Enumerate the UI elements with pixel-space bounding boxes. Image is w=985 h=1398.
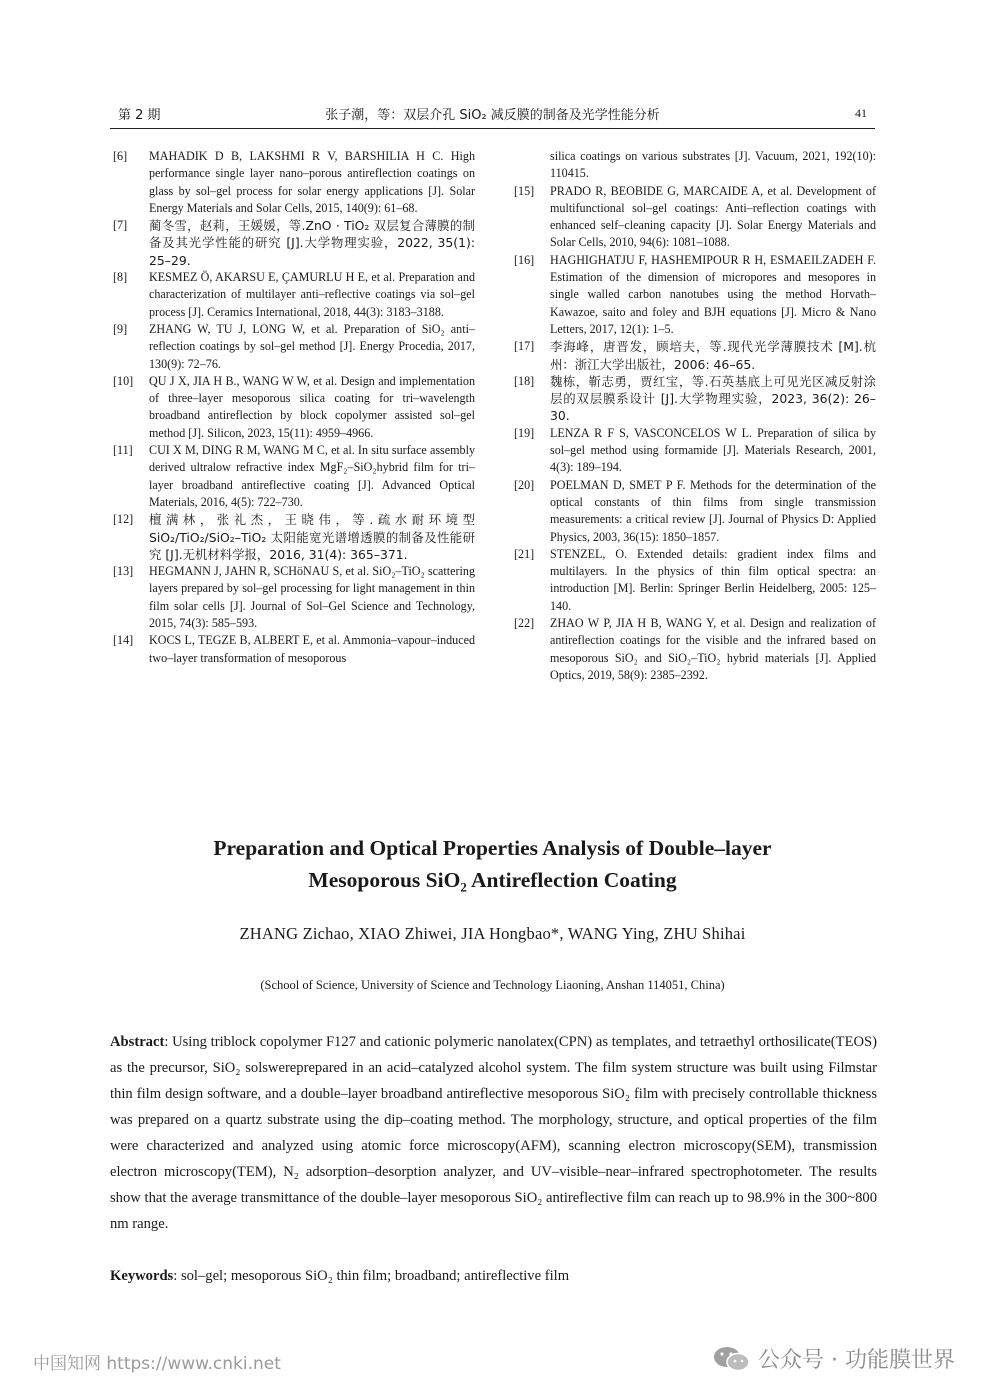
reference-number: [12] bbox=[113, 512, 134, 527]
references-right-column bbox=[514, 148, 876, 684]
reference-text: STENZEL, O. Extended details: gradient index films and multilayers. In the physics of thin film optical spectra: an introduction [M]. Berlin: Springer Berlin Heidelberg, 2005: 125–140. bbox=[550, 546, 876, 613]
paper-title bbox=[0, 832, 985, 896]
page-number: 41 bbox=[855, 106, 867, 120]
reference-number: [14] bbox=[113, 633, 134, 648]
running-title: 张子潮，等：双层介孔 SiO₂ 减反膜的制备及光学性能分析 bbox=[325, 108, 660, 123]
reference-number: [8] bbox=[113, 270, 128, 285]
reference-text: silica coatings on various substrates [J]. Vacuum, 2021, 192(10): 110415. bbox=[550, 149, 876, 181]
reference-number: [9] bbox=[113, 321, 128, 336]
reference-entry bbox=[113, 148, 475, 217]
reference-number: [17] bbox=[514, 339, 535, 354]
wechat-icon bbox=[712, 1345, 752, 1373]
reference-entry bbox=[514, 338, 876, 373]
reference-entry bbox=[113, 373, 475, 442]
reference-text: HAGHIGHATJU F, HASHEMIPOUR R H, ESMAEILZADEH F. Estimation of the dimension of micropores and mesopores in single walled carbon nanotubes using the method Horvath–Kawazoe, saito and foley and BJH equations [J]. Micro & Nano Letters, 2017, 12(1): 1–5. bbox=[550, 252, 876, 336]
reference-number: [21] bbox=[514, 546, 535, 561]
reference-number: [15] bbox=[514, 183, 535, 198]
reference-number: [7] bbox=[113, 218, 128, 233]
reference-entry bbox=[113, 511, 475, 563]
reference-text: KOCS L, TEGZE B, ALBERT E, et al. Ammonia–vapour–induced two–layer transformation of mesoporous bbox=[149, 633, 475, 665]
keywords-text: : sol–gel; mesoporous SiO₂ thin film; broadband; antireflective film bbox=[173, 1268, 570, 1284]
title-line-1: Preparation and Optical Properties Analysis of Double–layer bbox=[213, 836, 772, 860]
title-line-2: Mesoporous SiO₂ Antireflection Coating bbox=[308, 868, 677, 892]
keywords-label: Keywords bbox=[110, 1268, 174, 1284]
reference-text: POELMAN D, SMET P F. Methods for the determination of the optical constants of thin films from single transmission measurements: a critical review [J]. Journal of Physics D: Applied Physics, 2003, 36(15): 1850–1857. bbox=[550, 477, 876, 544]
reference-text: 魏栋，靳志勇，贾红宝，等.石英基底上可见光区减反射涂层的双层膜系设计 [J].大学物理实验，2023, 36(2): 26–30. bbox=[550, 373, 876, 424]
reference-text: 檀满林，张礼杰，王晓伟，等.疏水耐环境型 SiO₂/TiO₂/SiO₂–TiO₂ 太阳能宽光谱增透膜的制备及性能研究 [J].无机材料学报，2016, 31(4): 365–371. bbox=[149, 512, 475, 562]
reference-text: QU J X, JIA H B., WANG W W, et al. Design and implementation of three–layer mesoporous silica coating for tri–wavelength broadband antireflection by block copolymer assisted sol–gel method [J]. Silicon, 2023, 15(11): 4959–4966. bbox=[149, 373, 475, 440]
reference-entry bbox=[113, 563, 475, 632]
reference-entry bbox=[514, 148, 876, 183]
reference-text: 李海峰，唐晋发，顾培夫，等.现代光学薄膜技术 [M].杭州：浙江大学出版社，2006: 46–65. bbox=[550, 339, 876, 372]
reference-entry bbox=[514, 252, 876, 338]
issue-number: 第 2 期 bbox=[118, 108, 161, 123]
reference-entry bbox=[514, 183, 876, 252]
reference-text: CUI X M, DING R M, WANG M C, et al. In situ surface assembly derived ultralow refractive index MgF₂–SiO₂hybrid film for tri–layer broadband antireflective coating [J]. Advanced Optical Materials, 2016, 4(5): 722–730. bbox=[149, 443, 475, 509]
reference-number: [19] bbox=[514, 425, 535, 440]
reference-entry bbox=[113, 442, 475, 511]
affiliation: (School of Science, University of Science and Technology Liaoning, Anshan 114051, China) bbox=[260, 978, 725, 992]
reference-text: HEGMANN J, JAHN R, SCHöNAU S, et al. SiO₂–TiO₂ scattering layers prepared by sol–gel processing for light management in thin film solar cells [J]. Journal of Sol–Gel Science and Technology, 2015, 74(3): 585–593. bbox=[149, 564, 475, 631]
reference-number: [20] bbox=[514, 477, 535, 492]
reference-number: [6] bbox=[113, 149, 128, 163]
reference-text: 蔺冬雪，赵莉，王媛媛，等.ZnO · TiO₂ 双层复合薄膜的制备及其光学性能的研究 [J].大学物理实验，2022, 35(1): 25–29. bbox=[149, 218, 475, 268]
reference-text: ZHAO W P, JIA H B, WANG Y, et al. Design and realization of antireflection coatings for the visible and the infrared based on mesoporous SiO₂ and SiO₂–TiO₂ hybrid materials [J]. Applied Optics, 2019, 58(9): 2385–2392. bbox=[550, 616, 876, 682]
reference-entry bbox=[514, 615, 876, 684]
reference-entry bbox=[113, 217, 475, 269]
running-header bbox=[110, 102, 875, 129]
reference-entry bbox=[113, 269, 475, 321]
reference-entry bbox=[514, 425, 876, 477]
reference-number: [11] bbox=[113, 443, 133, 458]
reference-text: KESMEZ Ö, AKARSU E, ÇAMURLU H E, et al. Preparation and characterization of multilayer anti–reflective coatings via sol–gel process [J]. Ceramics International, 2018, 44(3): 3183–3188. bbox=[149, 270, 475, 319]
author-list: ZHANG Zichao, XIAO Zhiwei, JIA Hongbao*, WANG Ying, ZHU Shihai bbox=[239, 924, 746, 943]
reference-number bbox=[514, 148, 550, 183]
keywords bbox=[110, 1264, 877, 1288]
reference-entry bbox=[113, 632, 475, 667]
reference-entry bbox=[514, 373, 876, 425]
abstract-label: Abstract bbox=[110, 1034, 165, 1050]
reference-number: [13] bbox=[113, 564, 134, 579]
reference-number: [22] bbox=[514, 616, 535, 631]
reference-entry bbox=[514, 546, 876, 615]
reference-number: [18] bbox=[514, 373, 535, 388]
reference-entry bbox=[113, 321, 475, 373]
abstract-text: : Using triblock copolymer F127 and cationic polymeric nanolatex(CPN) as templates, and tetraethyl orthosilicate(TEOS) as the precursor, SiO₂ solswereprepared in an acid–catalyzed alcohol system. The film system structure was built using Filmstar thin film design software, and a double–layer broadband antireflective mesoporous SiO₂ film with precisely controllable thickness was prepared on a quartz substrate using the dip–coating method. The morphology, structure, and optical properties of the film were characterized and analyzed using atomic force microscopy(AFM), scanning electron microscopy(SEM), transmission electron microscopy(TEM), N₂ adsorption–desorption analyzer, and UV–visible–near–infrared spectrophotometer. The results show that the average transmittance of the double–layer mesoporous SiO₂ antireflective film can reach up to 98.9% in the 300~800 nm range. bbox=[110, 1034, 877, 1232]
wechat-account-name: 公众号 · 功能膜世界 bbox=[758, 1348, 955, 1373]
reference-entry bbox=[514, 477, 876, 546]
reference-number: [10] bbox=[113, 373, 134, 388]
reference-text: PRADO R, BEOBIDE G, MARCAIDE A, et al. Development of multifunctional sol–gel coatings: Anti–reflection coatings with enhanced self–cleaning capacity [J]. Solar Energy Materials and Solar Cells, 2010, 94(6): 1081–1088. bbox=[550, 183, 876, 250]
reference-text: MAHADIK D B, LAKSHMI R V, BARSHILIA H C. High performance single layer nano–porous antireflection coatings on glass by sol–gel process for solar energy applications [J]. Solar Energy Materials and Solar Cells, 2015, 140(9): 61–68. bbox=[149, 149, 475, 215]
references-left-column bbox=[113, 148, 475, 667]
abstract bbox=[110, 1029, 877, 1237]
reference-text: LENZA R F S, VASCONCELOS W L. Preparation of silica by sol–gel method using formamide [J]. Materials Research, 2001, 4(3): 189–194. bbox=[550, 425, 876, 475]
cnki-watermark: 中国知网 https://www.cnki.net bbox=[33, 1354, 281, 1374]
wechat-watermark bbox=[712, 1343, 955, 1374]
reference-number: [16] bbox=[514, 252, 535, 267]
reference-text: ZHANG W, TU J, LONG W, et al. Preparation of SiO₂ anti–reflection coatings by sol–gel method [J]. Energy Procedia, 2017, 130(9): 72–76. bbox=[149, 321, 475, 371]
